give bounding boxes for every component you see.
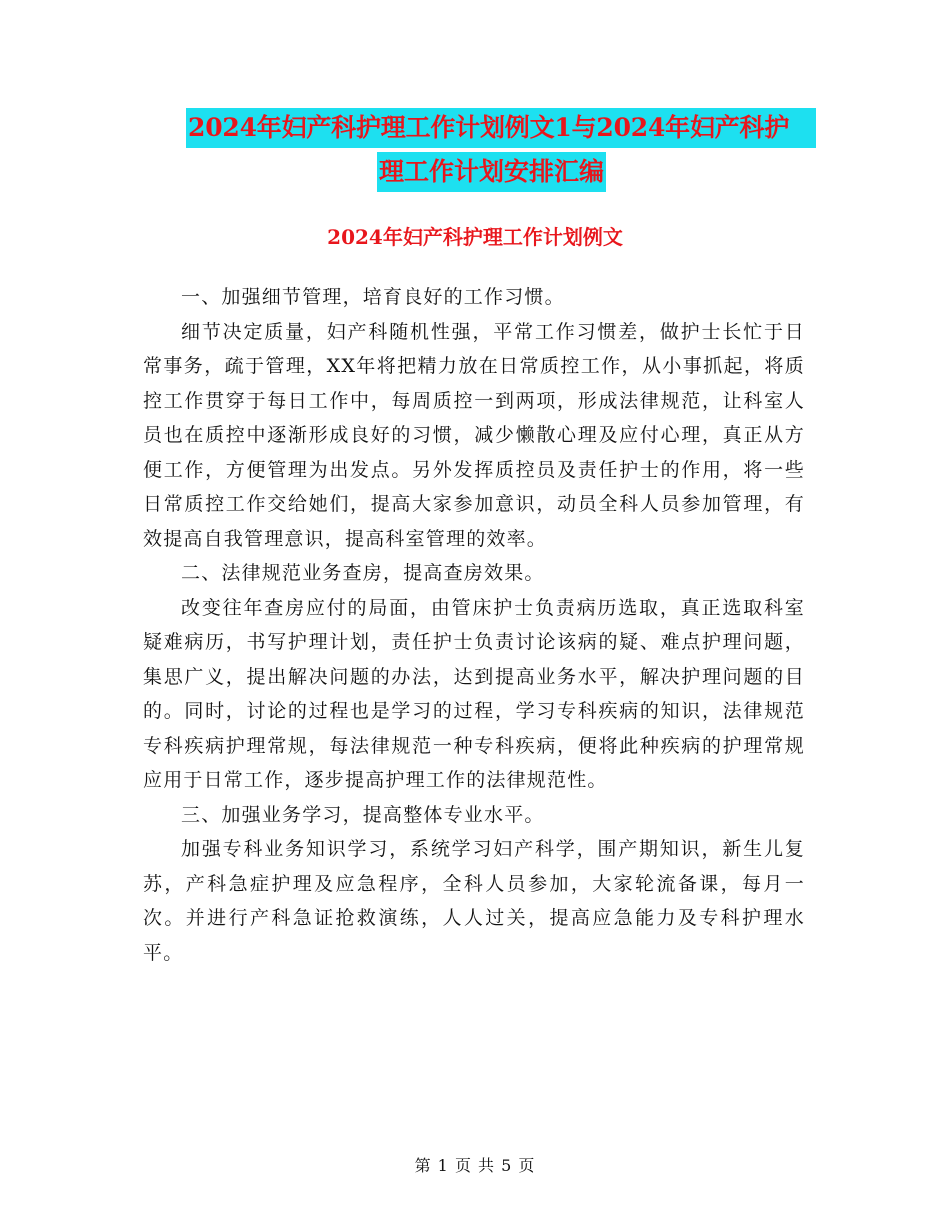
paragraph-2: 改变往年查房应付的局面，由管床护士负责病历选取，真正选取科室疑难病历，书写护理计划，责任护士负责讨论该病的疑、难点护理问题，集思广义，提出解决问题的办法，达到提高业务水平，解决护理问题的目的。同时，讨论的过程也是学习的过程，学习专科疾病的知识，法律规范专科疾病护理常规，每法律规范一种专科疾病，便将此种疾病的护理常规应用于日常工作，逐步提高护理工作的法律规范性。 bbox=[143, 596, 805, 791]
paragraph-1: 细节决定质量，妇产科随机性强，平常工作习惯差，做护士长忙于日常事务，疏于管理，XX年将把精力放在日常质控工作，从小事抓起，将质控工作贯穿于每日工作中，每周质控一到两项，形成法律规范，让科室人员也在质控中逐渐形成良好的习惯，减少懒散心理及应付心理，真正从方便工作，方便管理为出发点。另外发挥质控员及责任护士的作用，将一些日常质控工作交给她们，提高大家参加意识，动员全科人员参加管理，有效提高自我管理意识，提高科室管理的效率。 bbox=[143, 320, 805, 550]
heading-1: 一、加强细节管理，培育良好的工作习惯。 bbox=[181, 286, 565, 308]
section-subtitle: 2024年妇产科护理工作计划例文 bbox=[327, 225, 623, 249]
body-text bbox=[143, 280, 805, 970]
page-footer: 第 1 页 共 5 页 bbox=[414, 1156, 536, 1175]
title-line-1: 2024年妇产科护理工作计划例文1与2024年妇产科护 bbox=[186, 108, 816, 148]
paragraph-3: 加强专科业务知识学习，系统学习妇产科学，围产期知识，新生儿复苏，产科急症护理及应急程序，全科人员参加，大家轮流备课，每月一次。并进行产科急证抢救演练，人人过关，提高应急能力及专科护理水平。 bbox=[143, 838, 805, 964]
heading-2: 二、法律规范业务查房，提高查房效果。 bbox=[181, 562, 545, 584]
title-line-2: 理工作计划安排汇编 bbox=[377, 152, 606, 192]
heading-3: 三、加强业务学习，提高整体专业水平。 bbox=[181, 803, 545, 826]
